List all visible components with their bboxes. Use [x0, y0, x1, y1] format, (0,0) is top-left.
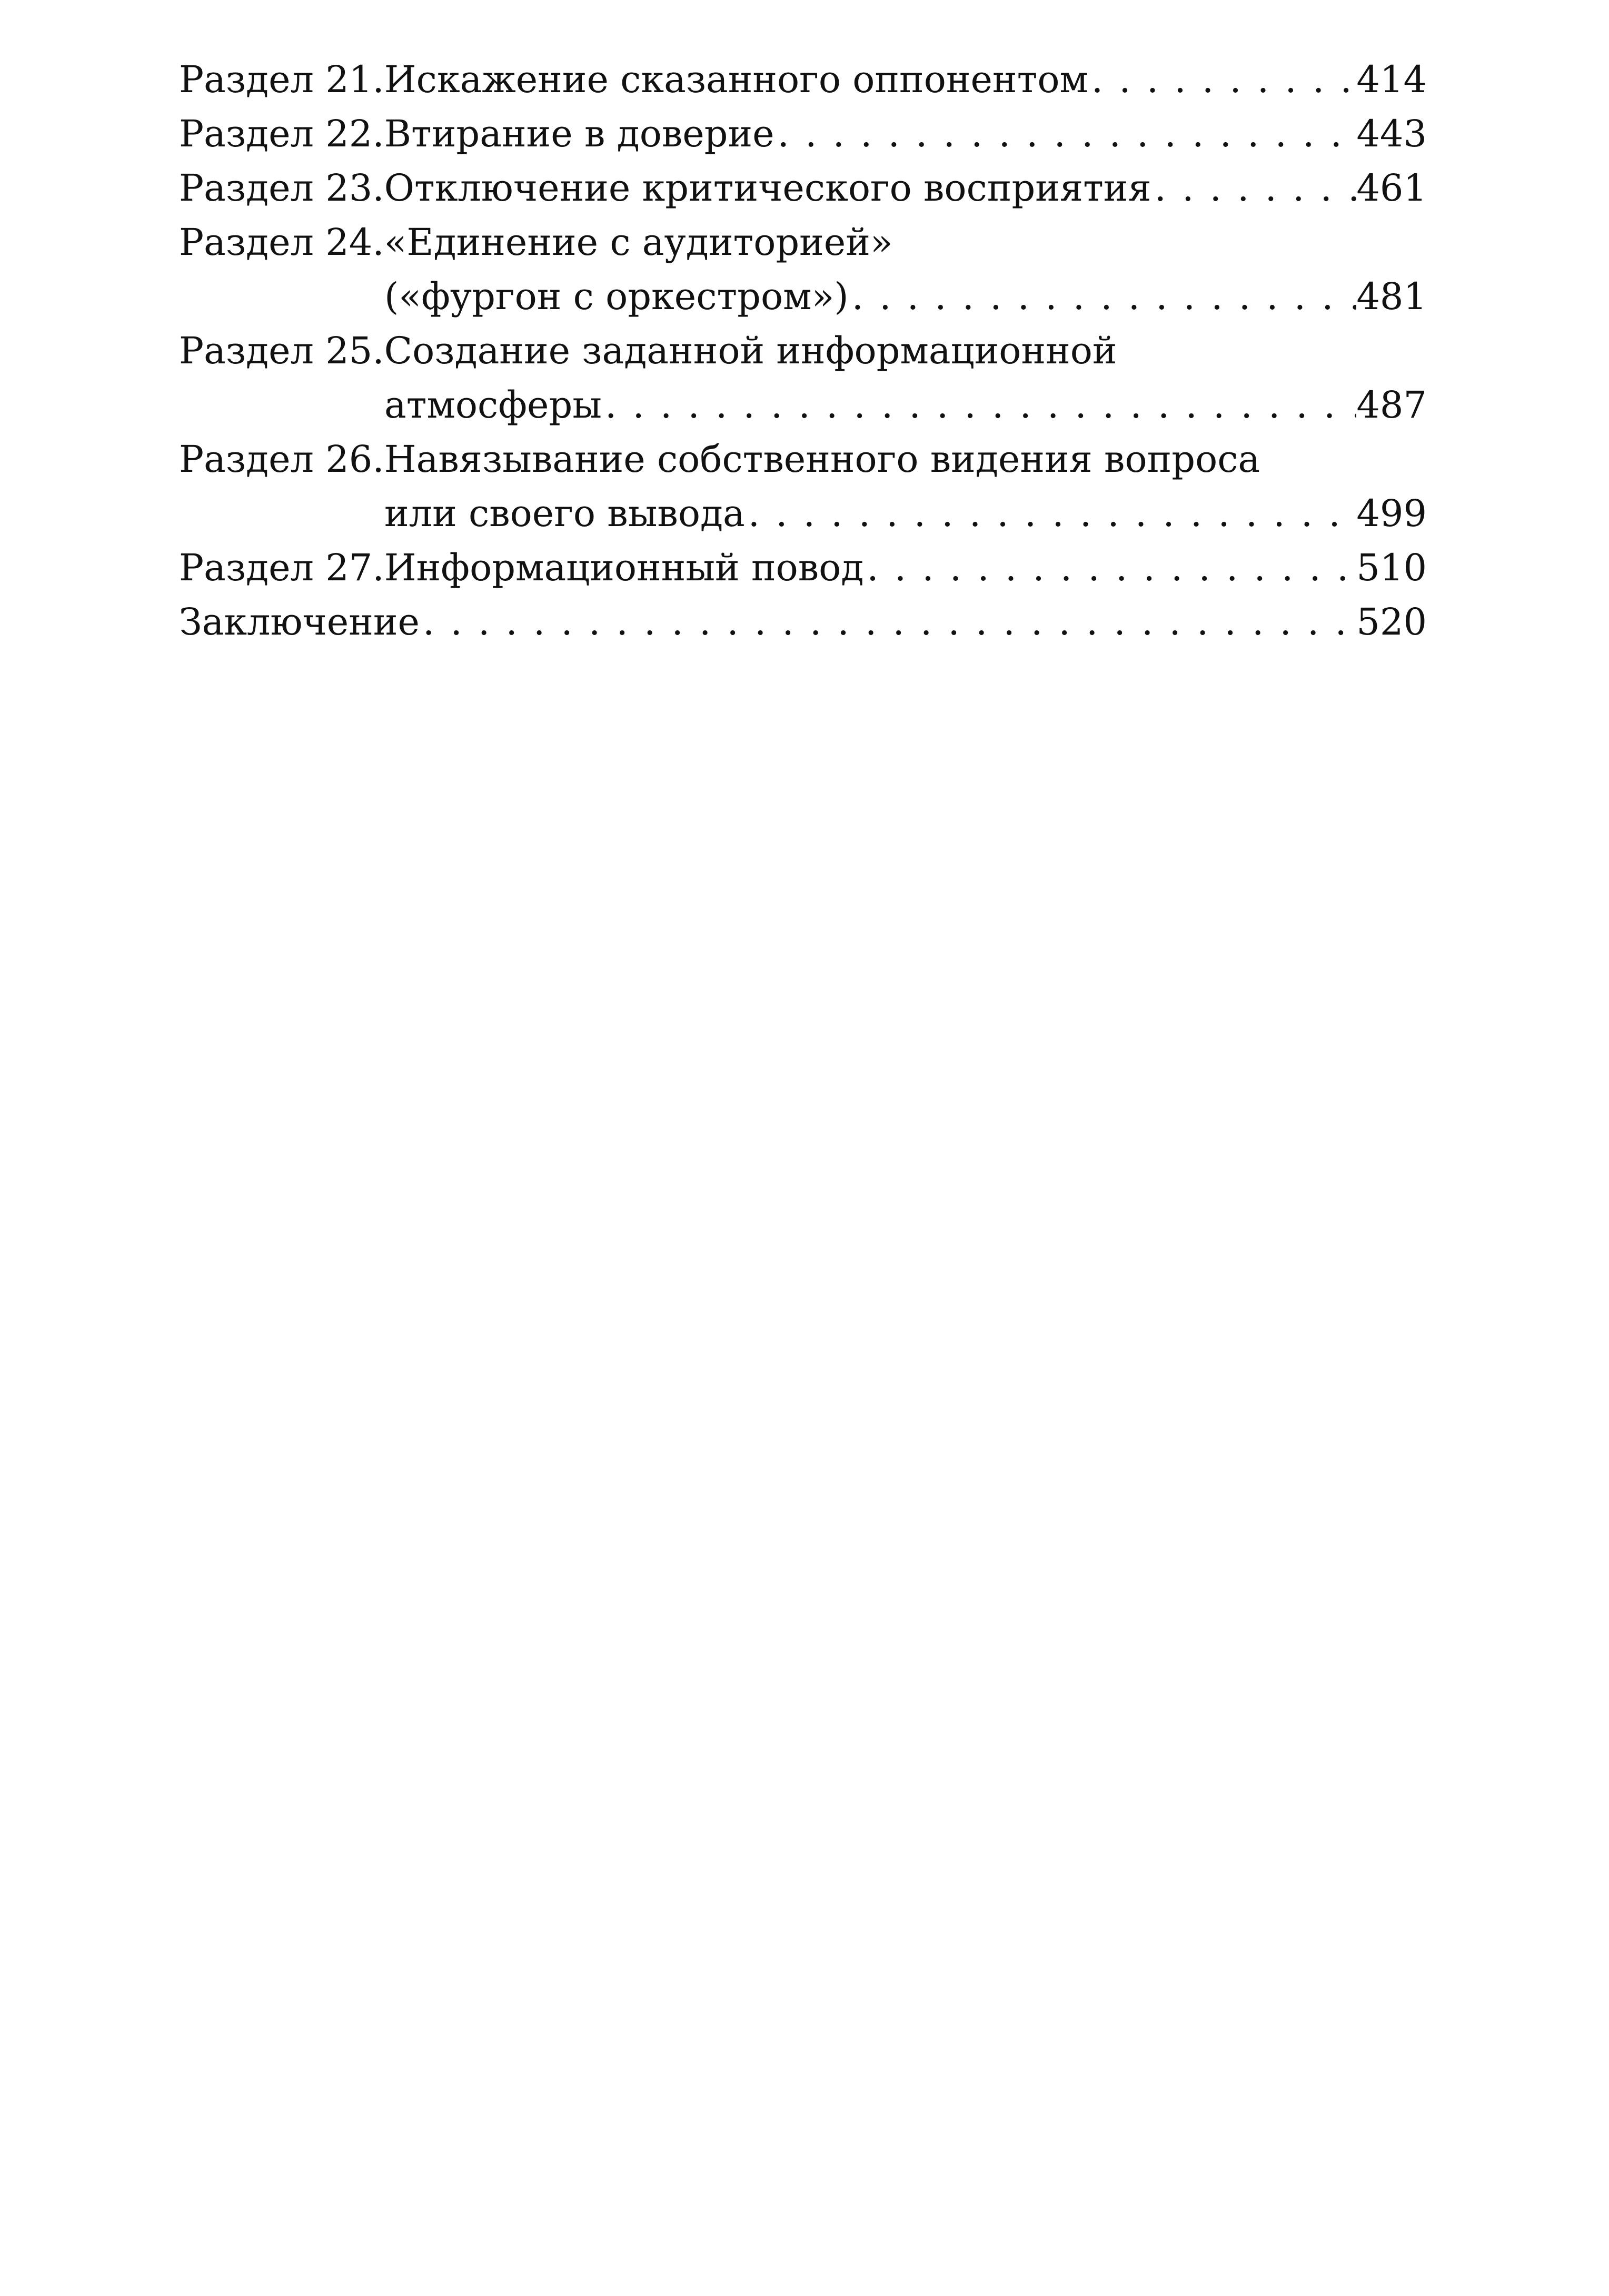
toc-page-number: 461 — [1356, 166, 1427, 210]
toc-page-number: 499 — [1356, 492, 1427, 535]
toc-line-continuation — [179, 270, 1427, 324]
dot-leader — [420, 595, 1356, 649]
toc-page-number: 481 — [1356, 275, 1427, 318]
toc-line — [179, 595, 1427, 649]
toc-line-continuation — [179, 487, 1427, 541]
dot-leader — [745, 487, 1357, 541]
toc-entry-number: Раздел 22. — [179, 112, 384, 155]
toc-entry-title: Создание заданной информационной — [384, 329, 1117, 372]
toc-entry-title: Втирание в доверие — [384, 112, 774, 155]
toc-entry-title: Заключение — [179, 600, 420, 644]
toc-entry-22[interactable] — [179, 107, 1427, 161]
toc-entry-number: Раздел 25. — [179, 329, 384, 372]
toc-line — [179, 107, 1427, 161]
toc-page-number: 414 — [1356, 58, 1427, 101]
dot-leader — [774, 107, 1357, 161]
toc-line — [179, 53, 1427, 107]
toc-entry-title: Навязывание собственного видения вопроса — [384, 438, 1260, 481]
toc-line — [179, 215, 1427, 270]
toc-entry-24[interactable] — [179, 215, 1427, 324]
toc-entry-23[interactable] — [179, 161, 1427, 215]
toc-entry-number: Раздел 26. — [179, 438, 384, 481]
toc-page-number: 520 — [1356, 600, 1427, 644]
dot-leader — [863, 541, 1356, 595]
toc-entry-number: Раздел 27. — [179, 546, 384, 589]
toc-entry-number: Раздел 23. — [179, 166, 384, 210]
toc-line — [179, 432, 1427, 487]
toc-entry-title-continued: («фургон с оркестром») — [384, 275, 849, 318]
toc-entry-26[interactable] — [179, 432, 1427, 541]
toc-entry-number: Раздел 24. — [179, 221, 384, 264]
toc-entry-27[interactable] — [179, 541, 1427, 595]
toc-line — [179, 161, 1427, 215]
toc-entry-number: Раздел 21. — [179, 58, 384, 101]
toc-line — [179, 541, 1427, 595]
table-of-contents — [179, 53, 1427, 649]
toc-entry-title: «Единение с аудиторией» — [384, 221, 893, 264]
toc-entry-title-continued: атмосферы — [384, 383, 602, 427]
dot-leader — [602, 378, 1356, 432]
dot-leader — [1151, 161, 1357, 215]
dot-leader — [1088, 53, 1356, 107]
toc-page-number: 443 — [1356, 112, 1427, 155]
toc-line-continuation — [179, 378, 1427, 432]
toc-entry-title-continued: или своего вывода — [384, 492, 745, 535]
dot-leader — [849, 270, 1357, 324]
toc-entry-title: Информационный повод — [384, 546, 864, 589]
toc-line — [179, 324, 1427, 378]
toc-page-number: 510 — [1356, 546, 1427, 589]
toc-page-number: 487 — [1356, 383, 1427, 427]
toc-entry-title: Отключение критического восприятия — [384, 166, 1151, 210]
toc-entry-title: Искажение сказанного оппонентом — [384, 58, 1088, 101]
toc-entry-21[interactable] — [179, 53, 1427, 107]
toc-entry-conclusion[interactable] — [179, 595, 1427, 649]
toc-entry-25[interactable] — [179, 324, 1427, 432]
